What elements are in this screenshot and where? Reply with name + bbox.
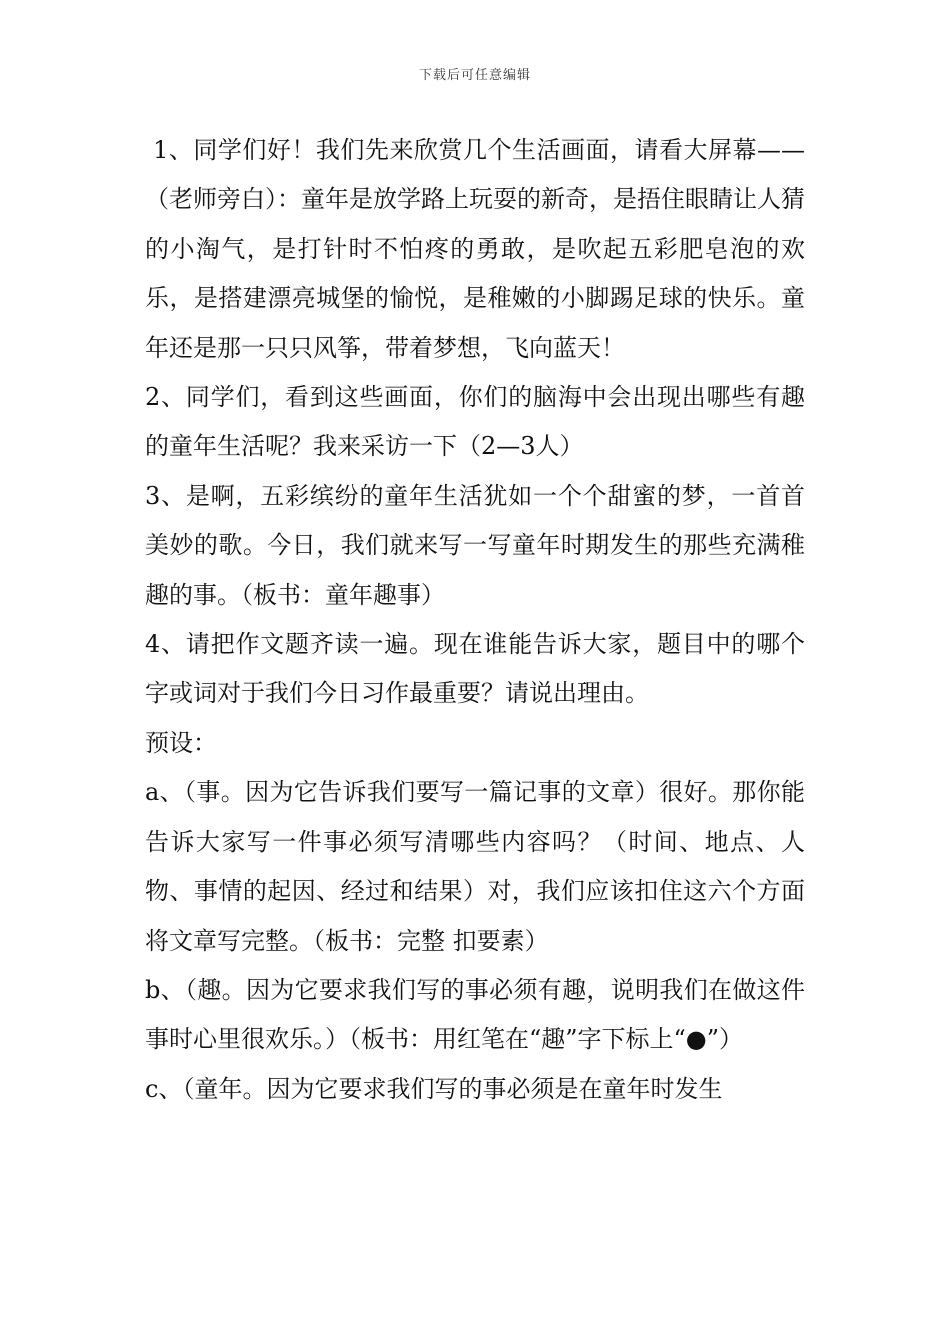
paragraph-3: 3、是啊，五彩缤纷的童年生活犹如一个个甜蜜的梦，一首首美妙的歌。今日，我们就来写一写童年时期发生的那些充满稚趣的事。（板书：童年趣事）: [145, 481, 805, 609]
document-body: [145, 126, 805, 1114]
paragraph-a: a、（事。因为它告诉我们要写一篇记事的文章）很好。那你能告诉大家写一件事必须写清哪些内容吗？（时间、地点、人物、事情的起因、经过和结果）对，我们应该扣住这六个方面将文章写完整。（板书：完整 扣要素）: [145, 778, 805, 955]
paragraph-4: 4、请把作文题齐读一遍。现在谁能告诉大家，题目中的哪个字或词对于我们今日习作最重要？请说出理由。: [145, 630, 805, 708]
paragraph-c: c、（童年。因为它要求我们写的事必须是在童年时发生: [145, 1074, 723, 1103]
paragraph-preset: 预设：: [145, 728, 217, 757]
page-header: 下载后可任意编辑: [418, 68, 531, 83]
paragraph-b: b、（趣。因为它要求我们写的事必须有趣，说明我们在做这件事时心里很欢乐。）（板书：用红笔在“趣”字下标上“●”）: [145, 975, 805, 1054]
paragraph-2: 2、同学们，看到这些画面，你们的脑海中会出现出哪些有趣的童年生活呢？我来采访一下（2—3人）: [145, 383, 805, 461]
paragraph-1: 1、同学们好！我们先来欣赏几个生活画面，请看大屏幕——（老师旁白）：童年是放学路上玩耍的新奇，是捂住眼睛让人猜的小淘气，是打针时不怕疼的勇敢，是吹起五彩肥皂泡的欢乐，是搭建漂亮城堡的愉悦，是稚嫩的小脚踢足球的快乐。童年还是那一只只风筝，带着梦想，飞向蓝天！: [145, 136, 805, 362]
